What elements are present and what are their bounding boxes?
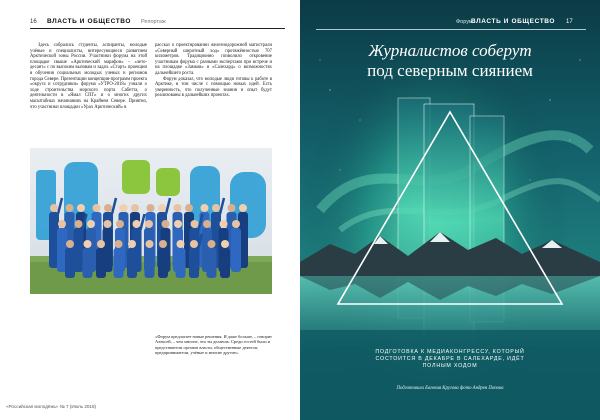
headline-line-1: Журналистов соберут xyxy=(368,41,532,60)
article-paragraph: Здесь собрались студенты, аспиранты, молодые учёные и специалисты, интересующиеся развитием Арктической зоны России. Участники форума на этой площадке свыше «Арктический марафон» – «лето-десант» с по высоким вызовам и задач. «Старт» проекции в обучения социальных молодых ученых и регионов города Севере. Презентации концепция-программ проекта «округа и сотрудники» форума «УТРО-2018» узнали о ходе строительства морского порта Сабетта, о деятельности в «Ямал СПГ» и о многих других масштабных начинаниях на Крайнем Севере. Приятно, что участники площадки «Урал Арктический» в xyxy=(30,43,147,110)
article-headline xyxy=(300,41,600,81)
page-footer: «Российская молодёжь» № 7 (Июль 2018) xyxy=(6,404,97,409)
page-header xyxy=(300,16,600,28)
article-credit: Подготовила Евгения Кругова фото Андрея Попова xyxy=(396,386,504,391)
group-photo xyxy=(30,148,272,294)
rubric-label: Репортаж xyxy=(141,19,166,25)
section-title: ВЛАСТЬ И ОБЩЕСТВО xyxy=(471,18,556,25)
article-column-1 xyxy=(30,43,147,110)
article-column-2 xyxy=(155,43,272,99)
rubric-label: Форум xyxy=(456,19,473,25)
section-title: ВЛАСТЬ И ОБЩЕСТВО xyxy=(47,18,132,25)
page-header xyxy=(30,17,285,29)
page-number: 17 xyxy=(566,19,573,25)
right-page xyxy=(300,0,600,420)
page-number: 16 xyxy=(30,19,37,25)
article-paragraph: Форум доказал, что молодые люди готовы к работе в Арктике, в том числе с помощью новых идей. Есть уверенность, что полученные знания и опыт будут реализованы в дальнейших проектах. xyxy=(155,76,272,99)
header-divider xyxy=(316,29,586,30)
article-paragraph: рассказ о проектировании железнодорожной магистрали «Северный широтный ход» протяжённостью 707 километров. Традиционно позволило откровение участникам форума с разными экспертами при встрече и на площадке «Замков» и «Салехард» о возможностях дальнейшего роста. xyxy=(155,43,272,76)
headline-line-2: под северным сиянием xyxy=(367,61,533,80)
photo-caption: «Форум предлагает новые решения. И даже больше, – говорит Алексей, – чем многие, что ты делаешь. Среди гостей были и представители органов власти, общественные деятели, предприниматели, учёные и многие другие». xyxy=(155,334,272,355)
article-lead: ПОДГОТОВКА К МЕДИАКОНГРЕССУ, КОТОРЫЙ СОСТОИТСЯ В ДЕКАБРЕ В САЛЕХАРДЕ, ИДЁТ ПОЛНЫМ ХОДОМ xyxy=(375,349,525,369)
